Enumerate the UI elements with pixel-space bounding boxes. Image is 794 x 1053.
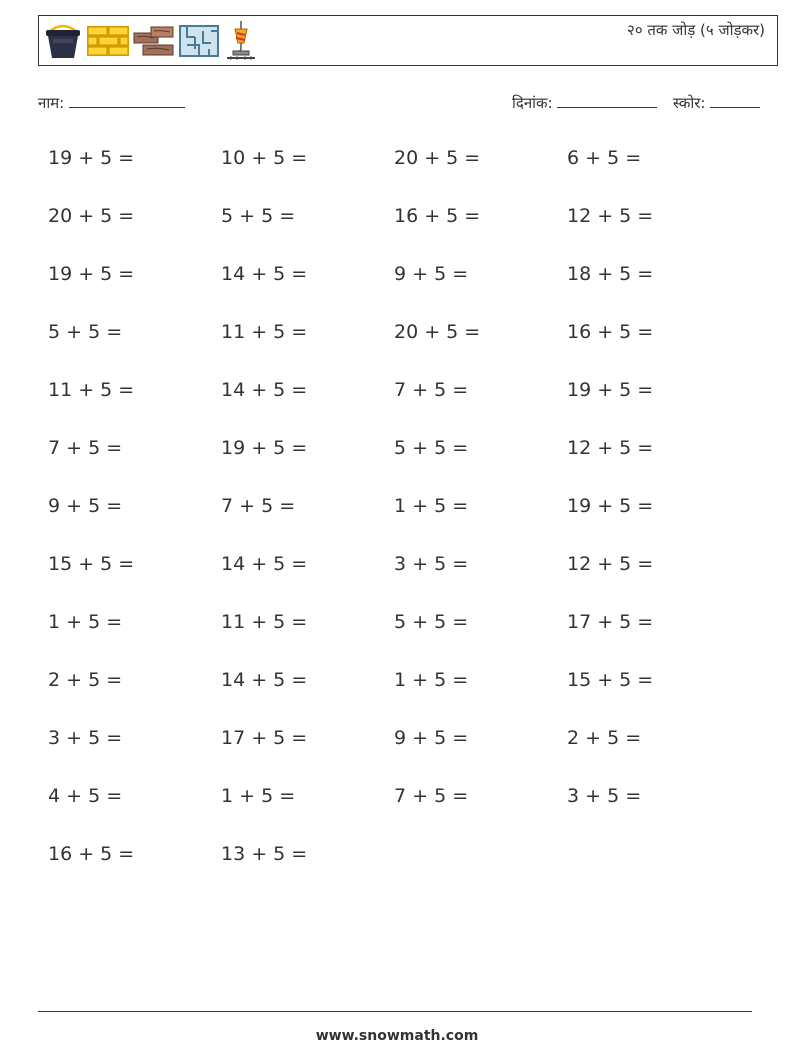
problem-1-2: 10 + 5 = [221, 147, 308, 169]
problem-9-3: 5 + 5 = [394, 611, 469, 633]
header-icons [43, 20, 259, 62]
problem-9-1: 1 + 5 = [48, 611, 123, 633]
problem-13-1: 16 + 5 = [48, 843, 135, 865]
problem-2-2: 5 + 5 = [221, 205, 296, 227]
problem-13-2: 13 + 5 = [221, 843, 308, 865]
problem-3-1: 19 + 5 = [48, 263, 135, 285]
date-label: दिनांक: [512, 94, 553, 112]
problem-8-2: 14 + 5 = [221, 553, 308, 575]
problem-3-2: 14 + 5 = [221, 263, 308, 285]
problem-7-1: 9 + 5 = [48, 495, 123, 517]
problem-8-3: 3 + 5 = [394, 553, 469, 575]
problem-6-3: 5 + 5 = [394, 437, 469, 459]
problem-3-4: 18 + 5 = [567, 263, 654, 285]
crane-hook-icon [223, 21, 259, 61]
problem-5-2: 14 + 5 = [221, 379, 308, 401]
name-field [38, 93, 185, 113]
worksheet-header [38, 15, 778, 66]
problem-12-1: 4 + 5 = [48, 785, 123, 807]
bucket-icon [43, 22, 83, 60]
problem-7-2: 7 + 5 = [221, 495, 296, 517]
problem-5-4: 19 + 5 = [567, 379, 654, 401]
problem-12-3: 7 + 5 = [394, 785, 469, 807]
problem-1-1: 19 + 5 = [48, 147, 135, 169]
problem-11-2: 17 + 5 = [221, 727, 308, 749]
problem-2-4: 12 + 5 = [567, 205, 654, 227]
score-blank[interactable] [710, 93, 760, 108]
problem-2-3: 16 + 5 = [394, 205, 481, 227]
problem-8-1: 15 + 5 = [48, 553, 135, 575]
problem-8-4: 12 + 5 = [567, 553, 654, 575]
problem-6-2: 19 + 5 = [221, 437, 308, 459]
problem-11-1: 3 + 5 = [48, 727, 123, 749]
problem-9-2: 11 + 5 = [221, 611, 308, 633]
problem-10-1: 2 + 5 = [48, 669, 123, 691]
footer-divider [38, 1011, 752, 1012]
problem-5-1: 11 + 5 = [48, 379, 135, 401]
wood-planks-icon [133, 25, 175, 57]
bricks-icon [87, 26, 129, 56]
problem-12-4: 3 + 5 = [567, 785, 642, 807]
problem-4-1: 5 + 5 = [48, 321, 123, 343]
problem-10-4: 15 + 5 = [567, 669, 654, 691]
problem-4-4: 16 + 5 = [567, 321, 654, 343]
problem-6-1: 7 + 5 = [48, 437, 123, 459]
maze-icon [179, 25, 219, 57]
problem-7-4: 19 + 5 = [567, 495, 654, 517]
problem-5-3: 7 + 5 = [394, 379, 469, 401]
problem-4-2: 11 + 5 = [221, 321, 308, 343]
problem-6-4: 12 + 5 = [567, 437, 654, 459]
problem-11-3: 9 + 5 = [394, 727, 469, 749]
problem-7-3: 1 + 5 = [394, 495, 469, 517]
name-label: नाम: [38, 94, 65, 112]
problem-9-4: 17 + 5 = [567, 611, 654, 633]
footer-url: www.snowmath.com [315, 1028, 479, 1044]
problem-1-3: 20 + 5 = [394, 147, 481, 169]
problem-3-3: 9 + 5 = [394, 263, 469, 285]
score-label: स्कोर: [672, 94, 706, 112]
name-blank[interactable] [69, 93, 185, 108]
problem-2-1: 20 + 5 = [48, 205, 135, 227]
worksheet-title: २० तक जोड़ (५ जोड़कर) [627, 21, 765, 39]
date-score-fields [512, 93, 760, 113]
problem-4-3: 20 + 5 = [394, 321, 481, 343]
problem-11-4: 2 + 5 = [567, 727, 642, 749]
problem-10-2: 14 + 5 = [221, 669, 308, 691]
problem-1-4: 6 + 5 = [567, 147, 642, 169]
problem-10-3: 1 + 5 = [394, 669, 469, 691]
problem-12-2: 1 + 5 = [221, 785, 296, 807]
date-blank[interactable] [557, 93, 657, 108]
